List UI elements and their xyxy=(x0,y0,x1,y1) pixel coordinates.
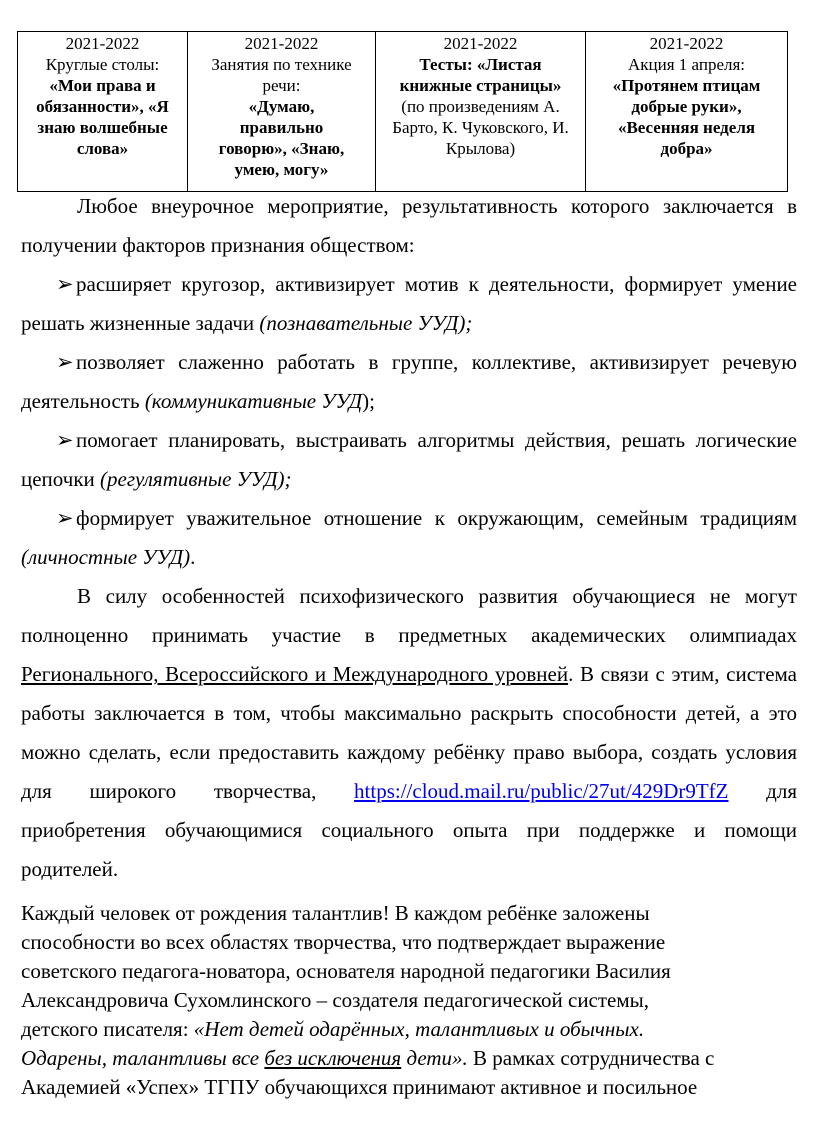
cell-line: «Протянем птицам xyxy=(612,76,761,95)
cell-line: речи: xyxy=(262,76,301,95)
paragraph-line: Александровича Сухомлинского – создателя педагогической системы, xyxy=(21,988,650,1012)
table-cell-tests xyxy=(376,32,586,192)
arrow-bullet-icon: ➢ xyxy=(56,350,74,374)
bullet-category: (личностные УУД) xyxy=(21,545,191,569)
bullet-tail: . xyxy=(190,545,196,569)
paragraph-line: способности во всех областях творчества, что подтверждает выражение xyxy=(21,930,666,954)
cell-line: книжные страницы» xyxy=(399,76,562,95)
talent-paragraph xyxy=(21,899,797,1102)
table-cell-action xyxy=(586,32,788,192)
cell-line: говорю», «Знаю, xyxy=(218,139,345,158)
cell-year: 2021-2022 xyxy=(649,34,724,53)
quote-end: дети». xyxy=(401,1046,468,1070)
cell-line: слова» xyxy=(76,139,129,158)
cell-year: 2021-2022 xyxy=(443,34,518,53)
table-cell-round-tables xyxy=(18,32,188,192)
cell-line: Акция 1 апреля: xyxy=(627,55,746,74)
bullet-text: помогает планировать, выстраивать алгоритмы действия, решать логические цепочки xyxy=(21,428,797,491)
paragraph-line xyxy=(21,1015,797,1044)
bullet-text: формирует уважительное отношение к окружающим, семейным традициям xyxy=(76,506,797,530)
arrow-bullet-icon: ➢ xyxy=(56,506,74,530)
activities-table-container xyxy=(17,31,788,192)
cell-line: Барто, К. Чуковского, И. xyxy=(392,118,569,137)
table-cell-speech-lessons xyxy=(188,32,376,192)
cell-line: Тесты: «Листая xyxy=(419,55,542,74)
bullet-text: позволяет слаженно работать в группе, коллективе, активизирует речевую деятельность xyxy=(21,350,797,413)
document-body xyxy=(21,187,797,1102)
cell-line: Круглые столы: xyxy=(45,55,160,74)
paragraph-text: детского писателя: xyxy=(21,1017,194,1041)
bullet-item xyxy=(21,499,797,577)
cell-line: обязанности», «Я xyxy=(36,97,169,116)
bullet-item xyxy=(21,421,797,499)
paragraph-text: В рамках сотрудничества с xyxy=(467,1046,715,1070)
cell-line: (по произведениям А. xyxy=(401,97,560,116)
bullet-tail: ); xyxy=(362,389,375,413)
arrow-bullet-icon: ➢ xyxy=(56,428,74,452)
bullet-item xyxy=(21,265,797,343)
paragraph-text: . В связи с этим, система работы заключается в том, чтобы максимально раскрыть способности детей, а это можно сделать, если предоставить каждому ребёнку право выбора, создать условия для широкого творчества, xyxy=(21,662,797,803)
cloud-link[interactable]: https://cloud.mail.ru/public/27ut/429Dr9TfZ xyxy=(354,779,729,803)
paragraph-text: В силу особенностей психофизического развития обучающиеся не могут полноценно принимать участие в предметных академических олимпиадах xyxy=(21,584,797,647)
cell-line: «Весенняя неделя xyxy=(617,118,756,137)
paragraph-line: Каждый человек от рождения талантлив! В каждом ребёнке заложены xyxy=(21,901,650,925)
cell-line: добрые руки», xyxy=(631,97,742,116)
paragraph-line: советского педагога-новатора, основателя народной педагогики Василия xyxy=(21,959,671,983)
cell-line: знаю волшебные xyxy=(37,118,168,137)
paragraph-line xyxy=(21,1044,797,1073)
olympiad-paragraph xyxy=(21,577,797,889)
bullet-category: (коммуникативные УУД xyxy=(144,389,363,413)
cell-line: добра» xyxy=(660,139,713,158)
cell-line: умею, могу» xyxy=(234,160,329,179)
cell-line: Крылова) xyxy=(445,139,516,158)
arrow-bullet-icon: ➢ xyxy=(56,272,74,296)
paragraph-line: Академией «Успех» ТГПУ обучающихся принимают активное и посильное xyxy=(21,1075,698,1099)
bullet-text: расширяет кругозор, активизирует мотив к деятельности, формирует умение решать жизненные задачи xyxy=(21,272,797,335)
cell-line: Занятия по технике xyxy=(211,55,352,74)
cell-year: 2021-2022 xyxy=(244,34,319,53)
bullet-item xyxy=(21,343,797,421)
underlined-levels: Регионального, Всероссийского и Международного уровней xyxy=(21,662,569,686)
bullet-category: (познавательные УУД); xyxy=(259,311,473,335)
table-row xyxy=(18,32,788,192)
cell-line: «Думаю, xyxy=(248,97,315,116)
cell-line: правильно xyxy=(239,118,324,137)
quote-start: «Нет детей одарённых, талантливых и обычных. xyxy=(193,1017,645,1041)
bullet-category: (регулятивные УУД); xyxy=(100,467,292,491)
intro-paragraph: Любое внеурочное мероприятие, результативность которого заключается в получении факторов признания обществом: xyxy=(21,194,797,257)
cell-year: 2021-2022 xyxy=(65,34,140,53)
cell-line: «Мои права и xyxy=(49,76,156,95)
quote-middle: Одарены, талантливы все xyxy=(21,1046,265,1070)
quote-underlined: без исключения xyxy=(264,1046,402,1070)
paragraph-text: для приобретения обучающимися социального опыта при поддержке и помощи родителей. xyxy=(21,779,798,881)
activities-table xyxy=(17,31,788,192)
